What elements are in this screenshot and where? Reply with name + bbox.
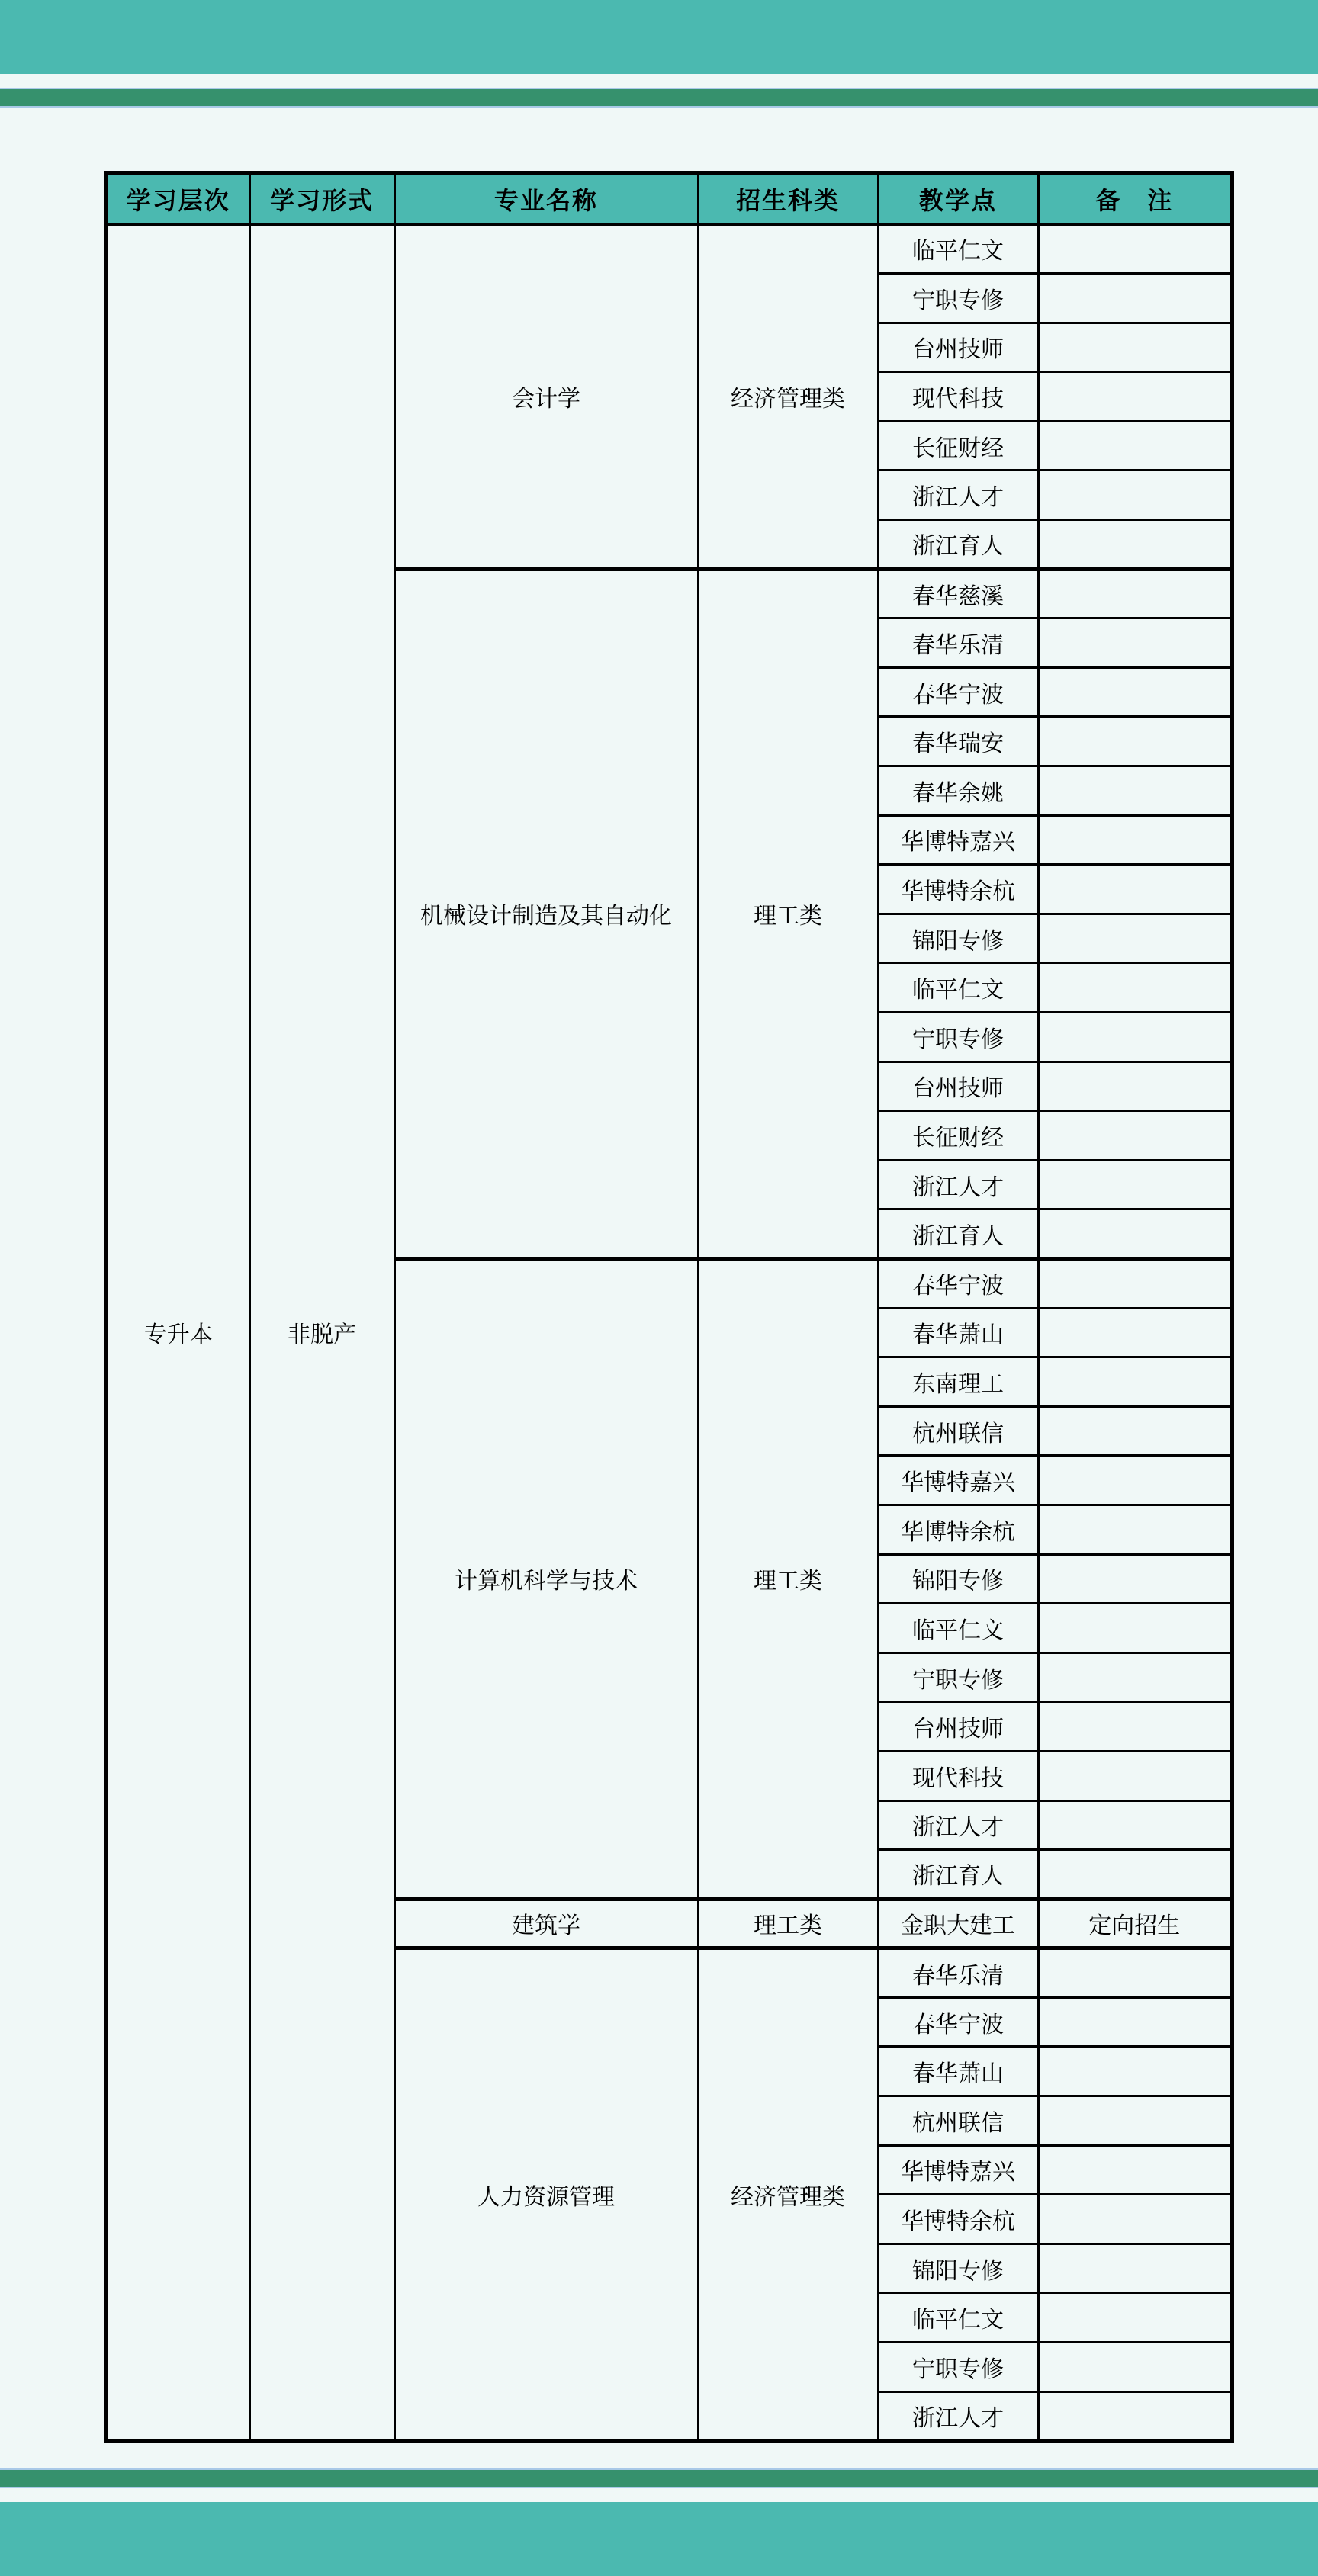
- teaching-site-cell: 宁职专修: [878, 1013, 1038, 1062]
- top-teal-band: [0, 0, 1318, 74]
- major-name-cell: 机械设计制造及其自动化: [394, 569, 698, 1258]
- bottom-green-stripe: [0, 2468, 1318, 2488]
- teaching-site-cell: 宁职专修: [878, 274, 1038, 323]
- remark-cell: [1038, 2391, 1232, 2441]
- teaching-site-cell: 华博特余杭: [878, 865, 1038, 914]
- header-category: 招生科类: [698, 173, 878, 224]
- remark-cell: [1038, 618, 1232, 668]
- remark-cell: [1038, 1800, 1232, 1850]
- study-form-cell: 非脱产: [249, 224, 394, 2441]
- teaching-site-cell: 临平仁文: [878, 963, 1038, 1013]
- remark-cell: [1038, 1948, 1232, 1998]
- teaching-site-cell: 春华萧山: [878, 2047, 1038, 2096]
- teaching-site-cell: 锦阳专修: [878, 1554, 1038, 1604]
- remark-cell: [1038, 1406, 1232, 1456]
- table-body: [106, 224, 1232, 2441]
- teaching-site-cell: 长征财经: [878, 421, 1038, 471]
- remark-cell: [1038, 1604, 1232, 1653]
- remark-cell: [1038, 1505, 1232, 1554]
- teaching-site-cell: 华博特嘉兴: [878, 815, 1038, 865]
- teaching-site-cell: 台州技师: [878, 1062, 1038, 1111]
- teaching-site-cell: 宁职专修: [878, 1653, 1038, 1702]
- teaching-site-cell: 现代科技: [878, 1751, 1038, 1800]
- category-cell: 经济管理类: [698, 1948, 878, 2441]
- remark-cell: [1038, 1111, 1232, 1161]
- teaching-site-cell: 春华瑞安: [878, 717, 1038, 766]
- remark-cell: [1038, 1653, 1232, 1702]
- category-cell: 经济管理类: [698, 224, 878, 569]
- remark-cell: [1038, 1554, 1232, 1604]
- category-cell: 理工类: [698, 1258, 878, 1899]
- category-cell: 理工类: [698, 569, 878, 1258]
- remark-cell: [1038, 963, 1232, 1013]
- header-study-form: 学习形式: [249, 173, 394, 224]
- remark-cell: [1038, 1062, 1232, 1111]
- teaching-site-cell: 春华余姚: [878, 766, 1038, 816]
- remark-cell: [1038, 1850, 1232, 1900]
- teaching-site-cell: 浙江人才: [878, 471, 1038, 520]
- teaching-site-cell: 台州技师: [878, 1702, 1038, 1752]
- teaching-site-cell: 现代科技: [878, 372, 1038, 422]
- teaching-site-cell: 春华萧山: [878, 1308, 1038, 1357]
- teaching-site-cell: 宁职专修: [878, 2343, 1038, 2392]
- teaching-site-cell: 杭州联信: [878, 2096, 1038, 2146]
- remark-cell: [1038, 2244, 1232, 2293]
- header-major-name: 专业名称: [394, 173, 698, 224]
- remark-cell: [1038, 865, 1232, 914]
- remark-cell: [1038, 717, 1232, 766]
- teaching-site-cell: 浙江育人: [878, 1850, 1038, 1900]
- teaching-site-cell: 华博特嘉兴: [878, 1456, 1038, 1505]
- remark-cell: [1038, 2195, 1232, 2244]
- teaching-site-cell: 临平仁文: [878, 1604, 1038, 1653]
- remark-cell: [1038, 1160, 1232, 1209]
- enrollment-table: [104, 171, 1234, 2443]
- remark-cell: [1038, 372, 1232, 422]
- teaching-site-cell: 浙江人才: [878, 1160, 1038, 1209]
- header-teaching-site: 教学点: [878, 173, 1038, 224]
- remark-cell: [1038, 2293, 1232, 2343]
- teaching-site-cell: 华博特余杭: [878, 1505, 1038, 1554]
- teaching-site-cell: 浙江人才: [878, 2391, 1038, 2441]
- remark-cell: [1038, 1751, 1232, 1800]
- remark-cell: [1038, 766, 1232, 816]
- teaching-site-cell: 浙江育人: [878, 520, 1038, 570]
- table-row: [106, 224, 1232, 274]
- teaching-site-cell: 金职大建工: [878, 1899, 1038, 1948]
- teaching-site-cell: 春华乐清: [878, 618, 1038, 668]
- remark-cell: [1038, 1013, 1232, 1062]
- remark-cell: [1038, 1702, 1232, 1752]
- remark-cell: [1038, 2096, 1232, 2146]
- teaching-site-cell: 台州技师: [878, 323, 1038, 372]
- major-name-cell: 建筑学: [394, 1899, 698, 1948]
- remark-cell: [1038, 2343, 1232, 2392]
- remark-cell: [1038, 2145, 1232, 2195]
- remark-cell: [1038, 274, 1232, 323]
- teaching-site-cell: 浙江人才: [878, 1800, 1038, 1850]
- teaching-site-cell: 春华慈溪: [878, 569, 1038, 618]
- remark-cell: [1038, 1997, 1232, 2047]
- remark-cell: 定向招生: [1038, 1899, 1232, 1948]
- remark-cell: [1038, 815, 1232, 865]
- teaching-site-cell: 杭州联信: [878, 1406, 1038, 1456]
- remark-cell: [1038, 421, 1232, 471]
- major-name-cell: 会计学: [394, 224, 698, 569]
- teaching-site-cell: 锦阳专修: [878, 914, 1038, 963]
- category-cell: 理工类: [698, 1899, 878, 1948]
- remark-cell: [1038, 2047, 1232, 2096]
- remark-cell: [1038, 569, 1232, 618]
- major-name-cell: 人力资源管理: [394, 1948, 698, 2441]
- teaching-site-cell: 华博特嘉兴: [878, 2145, 1038, 2195]
- teaching-site-cell: 春华宁波: [878, 1997, 1038, 2047]
- major-name-cell: 计算机科学与技术: [394, 1258, 698, 1899]
- teaching-site-cell: 浙江育人: [878, 1209, 1038, 1259]
- teaching-site-cell: 华博特余杭: [878, 2195, 1038, 2244]
- top-green-stripe: [0, 88, 1318, 108]
- remark-cell: [1038, 1456, 1232, 1505]
- header-remark: 备 注: [1038, 173, 1232, 224]
- teaching-site-cell: 临平仁文: [878, 224, 1038, 274]
- remark-cell: [1038, 1357, 1232, 1407]
- remark-cell: [1038, 667, 1232, 717]
- study-level-cell: 专升本: [106, 224, 249, 2441]
- table-header: [106, 173, 1232, 224]
- remark-cell: [1038, 1258, 1232, 1308]
- bottom-teal-band: [0, 2502, 1318, 2576]
- header-study-level: 学习层次: [106, 173, 249, 224]
- remark-cell: [1038, 323, 1232, 372]
- teaching-site-cell: 春华乐清: [878, 1948, 1038, 1998]
- teaching-site-cell: 东南理工: [878, 1357, 1038, 1407]
- remark-cell: [1038, 1308, 1232, 1357]
- remark-cell: [1038, 1209, 1232, 1259]
- header-row: [106, 173, 1232, 224]
- teaching-site-cell: 春华宁波: [878, 667, 1038, 717]
- remark-cell: [1038, 520, 1232, 570]
- teaching-site-cell: 春华宁波: [878, 1258, 1038, 1308]
- remark-cell: [1038, 914, 1232, 963]
- remark-cell: [1038, 224, 1232, 274]
- teaching-site-cell: 临平仁文: [878, 2293, 1038, 2343]
- teaching-site-cell: 锦阳专修: [878, 2244, 1038, 2293]
- teaching-site-cell: 长征财经: [878, 1111, 1038, 1161]
- remark-cell: [1038, 471, 1232, 520]
